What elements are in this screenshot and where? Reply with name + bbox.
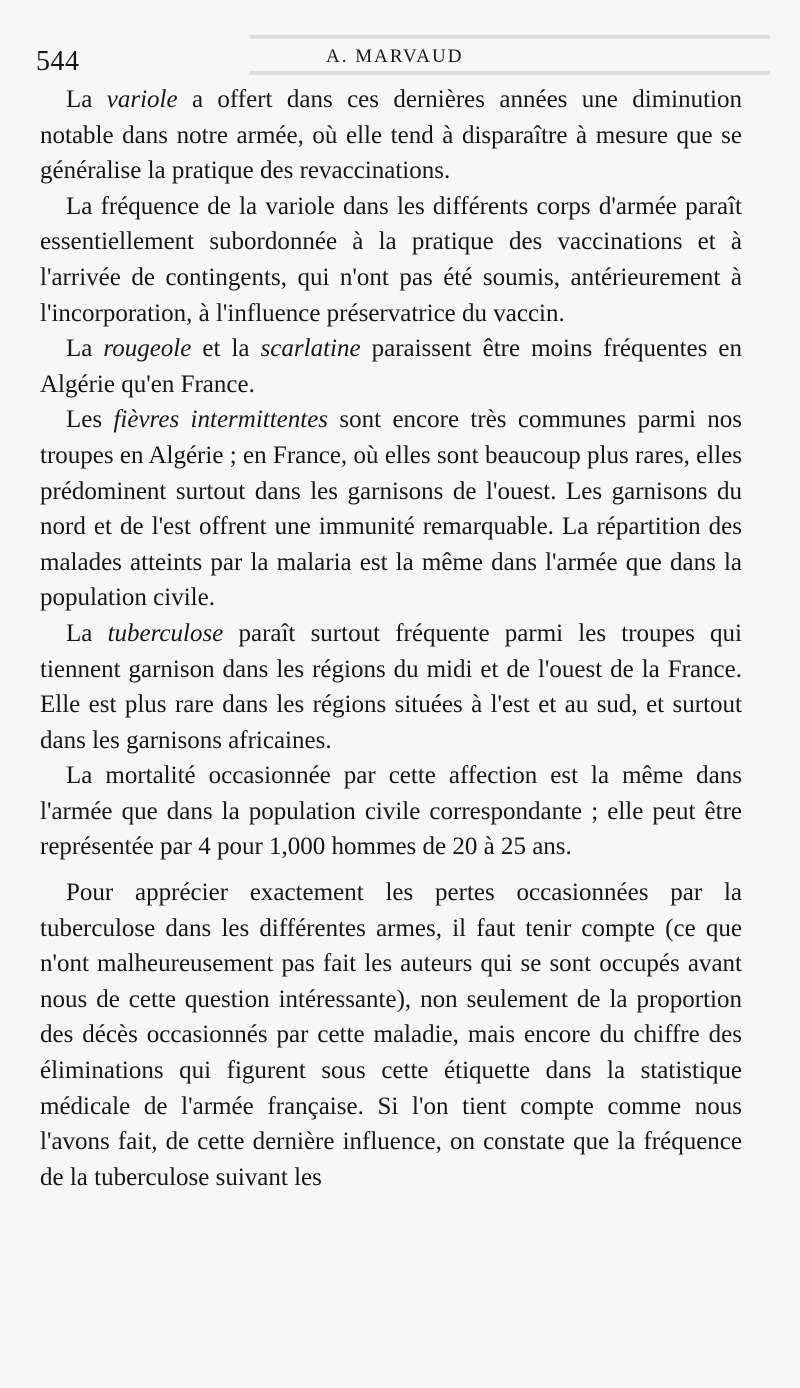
paragraph-tuberculose: La tuberculose paraît surtout fréquente parmi les troupes qui tiennent garnison dans les régions du midi et de l'ouest de la France. Elle est plus rare dans les régions situées à l'est et au sud, et surtout dans les garnisons africaines.: [40, 619, 742, 754]
paragraph-fievres: Les fièvres intermittentes sont encore très communes parmi nos troupes en Algérie ; en France, où elles sont beaucoup plus rares, elles prédominent surtout dans les garnisons de l'ouest. Les garnisons du nord et de l'est offrent une immunité remarquable. La répartition des malades atteints par la malaria est la même dans l'armée que dans la population civile.: [40, 406, 742, 612]
emphasis-term: fièvres intermittentes: [113, 406, 329, 434]
paragraph-variole-frequence: La fréquence de la variole dans les différents corps d'armée paraît essentiellement subordonnée à la pratique des vaccinations et à l'arrivée de contingents, qui n'ont pas été soumis, antérieurement à l'incorporation, à l'influence préservatrice du vaccin.: [40, 192, 742, 327]
show-through-texture: ━━━━━━━━━━━━━━━━━━━━━━━━━━━━━━━━━━━━ ━━━━━━━━━━━━━━━━━━━━━━━━━━━━━━━━━━━━: [249, 25, 770, 87]
emphasis-term: rougeole: [103, 335, 192, 363]
emphasis-term: scarlatine: [260, 335, 361, 363]
paragraph-pertes: Pour apprécier exactement les pertes occasionnées par la tuberculose dans les différentes armes, il faut tenir compte (ce que n'ont malheureusement pas fait les auteurs qui se sont occupés avant nous de cette question intéressante), non seulement de la proportion des décès occasionnés par cette maladie, mais encore du chiffre des éliminations qui figurent sous cette étiquette dans la statistique médicale de l'armée française. Si l'on tient compte comme nous l'avons fait, de cette dernière influence, on constate que la fréquence de la tuberculose suivant les: [40, 879, 742, 1191]
running-head: [36, 40, 760, 80]
page-number: 544: [36, 46, 80, 77]
emphasis-term: tuberculose: [107, 619, 224, 647]
body-text: [40, 82, 742, 1195]
emphasis-term: variole: [106, 86, 178, 113]
running-head-author: A. MARVAUD: [326, 46, 464, 67]
paragraph-variole: La variole a offert dans ces dernières années une diminution notable dans notre armée, où elle tend à disparaître à mesure que se généralise la pratique des revaccinations.: [40, 86, 742, 185]
paragraph-rougeole: La rougeole et la scarlatine paraissent être moins fréquentes en Algérie qu'en France.: [40, 335, 742, 398]
paragraph-mortalite: La mortalité occasionnée par cette affection est la même dans l'armée que dans la population civile correspondante ; elle peut être représentée par 4 pour 1,000 hommes de 20 à 25 ans.: [40, 762, 742, 861]
